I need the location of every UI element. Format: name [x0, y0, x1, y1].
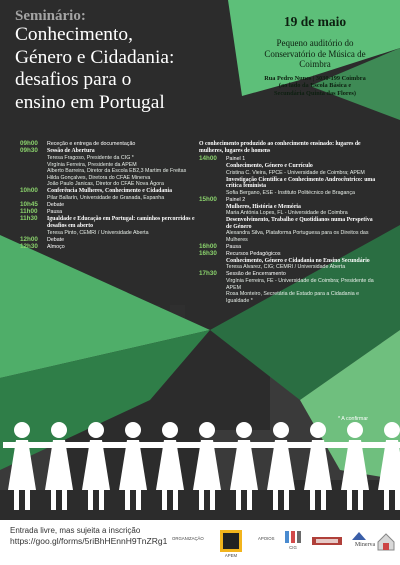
program-entry — [20, 209, 202, 216]
entry-time: 10h45 — [20, 201, 38, 208]
title-block — [15, 8, 230, 114]
entry-time — [199, 163, 226, 176]
venue-line: Pequeno auditório do — [276, 38, 354, 48]
entry-time: 16h00 — [199, 242, 217, 250]
program-entry — [20, 148, 202, 155]
entry-detail: Virgínia Ferreira, FE - Universidade de Coimbra; Presidente da APEM — [226, 278, 374, 291]
entry-text: Painel 2 — [226, 196, 246, 203]
entry-time: 12h30 — [20, 242, 38, 250]
entry-time: 11h00 — [20, 208, 38, 215]
coat-of-arms-logo — [312, 534, 342, 548]
entry-time — [199, 217, 226, 243]
title-line: Género e Cidadania: — [15, 46, 175, 68]
program-entry — [20, 188, 202, 195]
program-morning — [20, 141, 202, 251]
entry-text: Pausa — [226, 243, 242, 250]
title-kicker: Seminário: — [15, 8, 86, 24]
venue-address — [236, 75, 394, 98]
entry-content — [226, 244, 377, 251]
venue-line: Coimbra — [299, 59, 331, 69]
event-date: 19 de maio — [283, 14, 347, 29]
venue-block — [236, 14, 394, 97]
program-entry — [20, 202, 202, 209]
entry-content — [47, 230, 202, 237]
entry-text: Pausa — [47, 209, 63, 215]
entry-detail: Rosa Monteiro, Secretária de Estado para a Cidadania e Igualdade * — [226, 291, 360, 304]
sponsor-logos — [172, 530, 396, 560]
entry-text: Almoço — [47, 243, 65, 250]
entry-time: 12h00 — [20, 235, 38, 243]
address-line: Rua Pedro Nunes | 3030-199 Coimbra — [264, 74, 366, 82]
registration-info — [10, 525, 167, 547]
entry-content — [47, 155, 202, 188]
entry-content — [47, 237, 202, 244]
entry-time: 10h00 — [20, 187, 38, 194]
entry-time — [199, 204, 226, 217]
entry-time — [199, 177, 226, 197]
entry-content — [226, 177, 377, 197]
house-logo — [376, 532, 396, 552]
apem-logo — [220, 530, 242, 558]
entry-heading: Sessão de Abertura — [47, 148, 95, 154]
entry-detail: Maria Antónia Lopes, FL - Universidade de Coimbra — [226, 210, 348, 216]
entry-text: Recursos Pedagógicos — [226, 250, 281, 257]
program-entry — [20, 244, 202, 251]
entry-text: Debate — [47, 236, 65, 243]
program-entry — [199, 197, 377, 204]
program-entry — [199, 251, 377, 258]
program-entry — [199, 244, 377, 251]
entry-detail: Hilda Gonçalves, Diretora do CFAE Minerva — [47, 174, 151, 181]
title-line: Conhecimento, — [15, 24, 133, 45]
entry-detail: Sofia Bergano, ESE - Instituto Politécnico de Bragança — [226, 189, 355, 196]
title-line: ensino em Portugal — [15, 91, 165, 113]
title-line: desafios para o — [15, 69, 132, 90]
program-entry — [199, 271, 377, 278]
apem-label: APEM — [224, 553, 238, 558]
program-entry — [20, 155, 202, 188]
entry-content — [226, 251, 377, 258]
program-entry — [199, 177, 377, 197]
entry-content — [47, 209, 202, 216]
entry-content — [226, 278, 377, 304]
entry-content — [226, 258, 377, 271]
confirm-note: * A confirmar — [338, 416, 369, 422]
entry-detail: Virgínia Ferreira, Presidente da APEM — [47, 161, 137, 168]
afternoon-list — [199, 156, 377, 304]
entry-detail: Alberto Barreira, Diretor da Escola EB2,3 Martim de Freitas — [47, 168, 187, 174]
entry-detail: Alexandra Silva, Plataforma Portuguesa para os Direitos das Mulheres — [226, 230, 369, 243]
entry-detail: Teresa Pinto, CEMRI / Universidade Aberta — [47, 229, 149, 236]
entry-heading: Mulheres, História e Memória — [226, 203, 301, 210]
entry-content — [226, 197, 377, 204]
entry-heading: Desenvolvimento, Trabalho e Quotidianos numa Perspetiva de Género — [226, 217, 373, 230]
entry-time: 15h00 — [199, 195, 217, 203]
entry-time — [199, 258, 226, 271]
program-entry — [20, 216, 202, 229]
entry-content — [47, 188, 202, 195]
entry-content — [47, 195, 202, 202]
entry-content — [226, 271, 377, 278]
entry-content — [226, 156, 377, 163]
program-entry — [20, 195, 202, 202]
program-entry — [199, 278, 377, 304]
entry-content — [47, 141, 202, 148]
program-entry — [199, 156, 377, 163]
cig-logo — [284, 530, 302, 550]
entry-text: Sessão de Encerramento — [226, 271, 286, 277]
entry-detail: Teresa Fragoso, Presidente da CIG * — [47, 155, 134, 161]
venue-line: Conservatório de Música de — [264, 48, 366, 59]
entry-content — [226, 217, 377, 243]
entry-time: 17h30 — [199, 270, 217, 277]
entry-time — [20, 155, 47, 188]
address-line: (ao lado da Escola Básica e — [278, 82, 352, 89]
address-line: Secundária Quinta das Flores) — [274, 89, 356, 97]
entry-content — [226, 163, 377, 176]
entry-heading: Conhecimento, Género e Cidadania no Ensino Secundário — [226, 257, 370, 264]
entry-time: 09h00 — [20, 140, 38, 147]
entry-detail: Cristina C. Vieira, FPCE - Universidade de Coimbra; APEM — [226, 169, 365, 176]
program-entry — [20, 230, 202, 237]
entry-text: Debate — [47, 202, 65, 208]
entry-content — [47, 148, 202, 155]
entry-text: Receção e entrega de documentação — [47, 141, 136, 147]
organizacao-label: ORGANIZAÇÃO — [172, 536, 204, 541]
program-afternoon — [199, 141, 377, 305]
entry-content — [47, 216, 202, 229]
program-entry — [199, 163, 377, 176]
minerva-label: Minerva — [354, 542, 376, 548]
entry-detail: Teresa Alvarez, CIG; CEMRI / Universidade Aberta — [226, 264, 346, 270]
entry-time: 09h30 — [20, 147, 38, 154]
entry-time: 14h00 — [199, 155, 217, 162]
entry-time: 16h30 — [199, 249, 217, 257]
apoios-label: APOIOS — [258, 536, 275, 541]
afternoon-theme: O conhecimento produzido ao conhecimento ensinado: lugares de mulheres, lugares de homens — [199, 141, 361, 154]
entry-heading: Conferência Mulheres, Conhecimento e Cidadania — [47, 188, 173, 194]
entry-content — [226, 204, 377, 217]
program-entry — [20, 141, 202, 148]
registration-link[interactable]: https://goo.gl/forms/5riBhHEnnH9TnZRg1 — [10, 536, 168, 546]
entry-heading: Igualdade e Educação em Portugal: caminhos percorridos e desafios em aberto — [47, 216, 195, 229]
registration-text: Entrada livre, mas sujeita a inscrição — [10, 526, 141, 535]
program-entry — [20, 237, 202, 244]
program-entry — [199, 204, 377, 217]
entry-content — [47, 244, 202, 251]
cig-label: CIG — [289, 545, 297, 550]
entry-detail: João Paulo Janicas, Diretor do CFAE Nova Ágora — [47, 181, 164, 187]
entry-detail: Pilar Ballarín, Universidade de Granada, Espanha — [47, 195, 165, 201]
program-entry — [199, 217, 377, 243]
entry-text: Painel 1 — [226, 156, 246, 162]
entry-content — [47, 202, 202, 209]
entry-heading: Conhecimento, Género e Currículo — [226, 163, 313, 169]
entry-time: 11h30 — [20, 215, 38, 222]
venue-name — [236, 38, 394, 70]
entry-time — [199, 278, 226, 304]
program-entry — [199, 258, 377, 271]
entry-heading: Investigação Científica e Conhecimento Androcêntrico: uma crítica feminista — [226, 176, 376, 189]
